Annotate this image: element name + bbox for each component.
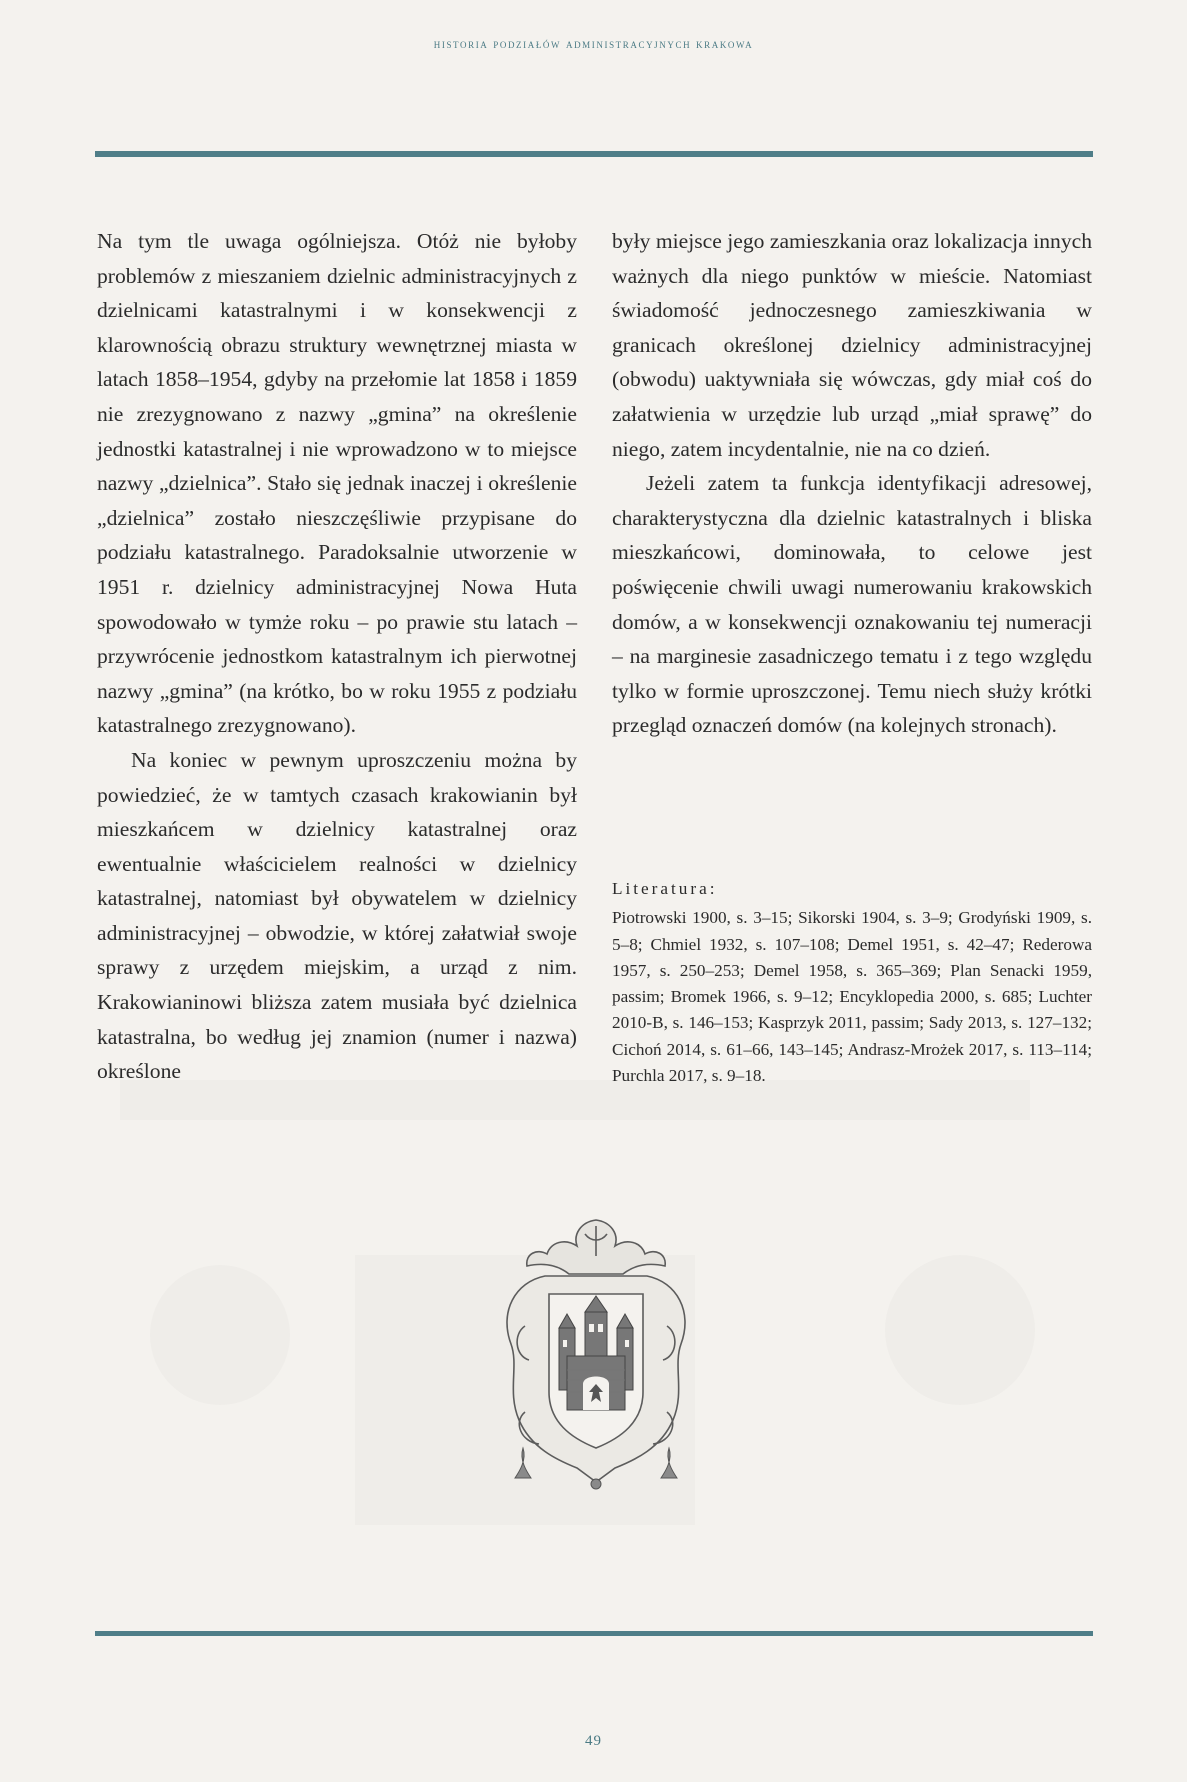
literature-heading: Literatura: — [612, 879, 718, 898]
show-through-circle-right — [885, 1255, 1035, 1405]
right-paragraph-1: były miejsce jego zamieszkania oraz lokalizacja innych ważnych dla niego punktów w mieście. Natomiast świadomość jednoczesnego zamieszkiwania w granicach określonej dzielnicy administracyjnej (obwodu) uaktywniała się wówczas, gdy miał coś do załatwienia w urzędzie lub urząd „miał sprawę” do niego, zatem incydentalnie, nie na co dzień. — [612, 229, 1092, 461]
left-column — [97, 224, 577, 1089]
right-paragraph-2: Jeżeli zatem ta funkcja identyfikacji adresowej, charakterystyczna dla dzielnic katastralnych i bliska mieszkańcowi, dominowała, to celowe jest poświęcenie chwili uwagi numerowaniu krakowskich domów, a w konsekwencji oznakowaniu tej numeracji – na marginesie zasadniczego tematu i z tego względu tylko w formie uproszczonej. Temu niech służy krótki przegląd oznaczeń domów (na kolejnych stronach). — [612, 471, 1092, 738]
literature-text: Piotrowski 1900, s. 3–15; Sikorski 1904, s. 3–9; Grodyński 1909, s. 5–8; Chmiel 1932, s. 107–108; Demel 1951, s. 42–47; Rederowa 1957, s. 250–253; Demel 1958, s. 365–369; Plan Senacki 1959, passim; Bromek 1966, s. 9–12; Encyklopedia 2000, s. 685; Luchter 2010-B, s. 146–153; Kasprzyk 2011, passim; Sady 2013, s. 127–132; Cichoń 2014, s. 61–66, 143–145; Andrasz-Mrożek 2017, s. 113–114; Purchla 2017, s. 9–18. — [612, 908, 1092, 1086]
left-paragraph-1: Na tym tle uwaga ogólniejsza. Otóż nie byłoby problemów z mieszaniem dzielnic administracyjnych z dzielnicami katastralnymi i w konsekwencji z klarownością obrazu struktury wewnętrznej miasta w latach 1858–1954, gdyby na przełomie lat 1858 i 1859 nie zrezygnowano z nazwy „gmina” na określenie jednostki katastralnej i nie wprowadzono w to miejsce nazwy „dzielnica”. Stało się jednak inaczej i określenie „dzielnica” zostało nieszczęśliwie przypisane do podziału katastralnego. Paradoksalnie utworzenie w 1951 r. dzielnicy administracyjnej Nowa Huta spowodowało w tymże roku – po prawie stu latach – przywrócenie jednostkom katastralnym ich pierwotnej nazwy „gmina” (na krótko, bo w roku 1955 z podziału katastralnego zrezygnowano). — [97, 229, 577, 738]
right-column — [612, 224, 1092, 743]
running-head: historia podziałów administracyjnych krakowa — [433, 36, 754, 51]
page-number: 49 — [585, 1733, 602, 1749]
top-rule — [95, 151, 1093, 157]
show-through-circle-left — [150, 1265, 290, 1405]
krakow-coat-of-arms-cartouche-icon — [485, 1216, 707, 1496]
bottom-rule — [95, 1631, 1093, 1636]
literature-block — [612, 876, 1092, 1089]
left-paragraph-2: Na koniec w pewnym uproszczeniu można by powiedzieć, że w tamtych czasach krakowianin był mieszkańcem w dzielnicy katastralnej oraz ewentualnie właścicielem realności w dzielnicy katastralnej, natomiast był obywatelem w dzielnicy administracyjnej – obwodzie, w której załatwiał swoje sprawy z urzędem miejskim, a urząd z nim. Krakowianinowi bliższa zatem musiała być dzielnica katastralna, bo według jej znamion (numer i nazwa) określone — [97, 747, 577, 1084]
